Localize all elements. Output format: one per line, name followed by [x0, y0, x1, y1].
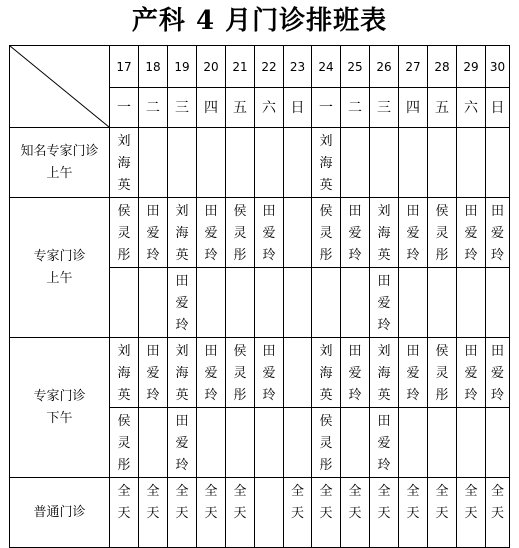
- schedule-cell-text: 田 爱 玲: [348, 204, 362, 263]
- schedule-cell: [428, 268, 457, 338]
- schedule-cell: [341, 198, 370, 268]
- weekday-cell: 二: [341, 88, 370, 128]
- schedule-cell-text: 田 爱 玲: [406, 204, 420, 263]
- schedule-cell-text: [226, 268, 254, 271]
- schedule-cell: [486, 408, 510, 478]
- schedule-cell-text: 刘 海 英: [377, 204, 391, 263]
- schedule-cell-text: [284, 268, 311, 271]
- schedule-cell-text: [428, 408, 456, 411]
- schedule-cell-text: [168, 128, 196, 131]
- schedule-cell: [226, 268, 255, 338]
- schedule-cell-text: 田 爱 玲: [262, 204, 276, 263]
- schedule-cell-text: 田 爱 玲: [204, 204, 218, 263]
- schedule-cell: [428, 128, 457, 198]
- schedule-cell-text: 全 天: [117, 484, 131, 521]
- schedule-cell-text: [428, 128, 456, 131]
- schedule-cell: [312, 128, 341, 198]
- date-cell: 20: [197, 46, 226, 88]
- row-label-text: 知名专家门诊 上午: [20, 143, 99, 181]
- schedule-cell: [255, 408, 284, 478]
- schedule-cell: [197, 268, 226, 338]
- schedule-cell: [341, 268, 370, 338]
- schedule-cell-text: 侯 灵 彤: [233, 344, 247, 403]
- schedule-cell-text: 田 爱 玲: [146, 344, 160, 403]
- table-row: [10, 478, 510, 548]
- schedule-cell: [284, 408, 312, 478]
- schedule-cell-text: [255, 478, 283, 481]
- schedule-cell-text: 侯 灵 彤: [435, 204, 449, 263]
- schedule-cell: [168, 338, 197, 408]
- schedule-table: [9, 45, 510, 548]
- schedule-cell-text: [226, 408, 254, 411]
- schedule-cell-text: [284, 408, 311, 411]
- schedule-cell: [110, 268, 139, 338]
- table-row: [10, 338, 510, 408]
- schedule-cell-text: 田 爱 玲: [490, 204, 504, 263]
- schedule-cell: [197, 408, 226, 478]
- schedule-cell: [226, 198, 255, 268]
- schedule-cell: [312, 408, 341, 478]
- schedule-cell-text: [486, 268, 509, 271]
- schedule-cell-text: [255, 408, 283, 411]
- schedule-cell-text: [197, 268, 225, 271]
- schedule-cell-text: [341, 408, 369, 411]
- schedule-cell-text: [457, 408, 485, 411]
- schedule-cell-text: 侯 灵 彤: [319, 204, 333, 263]
- schedule-cell: [255, 338, 284, 408]
- schedule-cell: [457, 338, 486, 408]
- schedule-cell-text: [226, 128, 254, 131]
- schedule-cell-text: 田 爱 玲: [348, 344, 362, 403]
- schedule-cell: [284, 478, 312, 548]
- schedule-cell: [399, 128, 428, 198]
- row-label: [10, 478, 110, 548]
- date-cell: 17: [110, 46, 139, 88]
- weekday-cell: 四: [197, 88, 226, 128]
- schedule-cell: [457, 198, 486, 268]
- schedule-cell: [139, 478, 168, 548]
- schedule-cell-text: [457, 268, 485, 271]
- schedule-cell-text: 田 爱 玲: [262, 344, 276, 403]
- schedule-cell: [399, 338, 428, 408]
- schedule-cell-text: 田 爱 玲: [175, 414, 189, 473]
- schedule-cell: [284, 338, 312, 408]
- schedule-cell-text: 田 爱 玲: [377, 414, 391, 473]
- schedule-cell-text: 全 天: [233, 484, 247, 521]
- schedule-cell-text: 全 天: [204, 484, 218, 521]
- date-cell: 30: [486, 46, 510, 88]
- weekday-cell: 六: [255, 88, 284, 128]
- schedule-cell: [168, 268, 197, 338]
- schedule-cell-text: 田 爱 玲: [464, 344, 478, 403]
- schedule-cell: [370, 478, 399, 548]
- table-row: [10, 128, 510, 198]
- schedule-cell-text: 田 爱 玲: [490, 344, 504, 403]
- schedule-cell-text: [428, 268, 456, 271]
- schedule-cell: [226, 338, 255, 408]
- schedule-cell: [312, 268, 341, 338]
- schedule-cell-text: [341, 268, 369, 271]
- schedule-cell-text: 田 爱 玲: [464, 204, 478, 263]
- schedule-cell: [341, 408, 370, 478]
- schedule-cell: [110, 198, 139, 268]
- schedule-cell-text: 侯 灵 彤: [117, 414, 131, 473]
- schedule-cell-text: [197, 408, 225, 411]
- date-cell: 28: [428, 46, 457, 88]
- schedule-cell: [486, 478, 510, 548]
- schedule-cell: [457, 128, 486, 198]
- schedule-cell: [284, 128, 312, 198]
- date-cell: 22: [255, 46, 284, 88]
- schedule-cell: [139, 128, 168, 198]
- date-cell: 24: [312, 46, 341, 88]
- schedule-cell: [341, 128, 370, 198]
- schedule-cell-text: 刘 海 英: [175, 204, 189, 263]
- schedule-cell: [197, 128, 226, 198]
- schedule-cell-text: 侯 灵 彤: [435, 344, 449, 403]
- schedule-cell-text: 全 天: [319, 484, 333, 521]
- row-label-text: 普通门诊: [33, 504, 86, 520]
- weekday-cell: 三: [168, 88, 197, 128]
- schedule-cell-text: 刘 海 英: [175, 344, 189, 403]
- schedule-cell-text: [284, 128, 311, 131]
- schedule-cell: [226, 478, 255, 548]
- header-corner: [10, 46, 110, 128]
- schedule-cell: [284, 198, 312, 268]
- schedule-cell: [255, 478, 284, 548]
- date-cell: 23: [284, 46, 312, 88]
- schedule-cell-text: [486, 128, 509, 131]
- schedule-cell: [110, 408, 139, 478]
- schedule-cell: [457, 478, 486, 548]
- schedule-cell-text: [399, 128, 427, 131]
- weekday-cell: 四: [399, 88, 428, 128]
- schedule-cell-text: [312, 268, 340, 271]
- schedule-cell: [168, 408, 197, 478]
- header-date-row: [10, 46, 510, 88]
- row-label: [10, 198, 110, 338]
- schedule-cell: [226, 128, 255, 198]
- schedule-cell: [457, 408, 486, 478]
- schedule-cell: [139, 268, 168, 338]
- schedule-cell: [428, 198, 457, 268]
- schedule-cell: [486, 198, 510, 268]
- weekday-cell: 六: [457, 88, 486, 128]
- schedule-cell: [428, 478, 457, 548]
- schedule-cell: [110, 338, 139, 408]
- schedule-cell-text: [197, 128, 225, 131]
- schedule-cell: [312, 478, 341, 548]
- schedule-cell: [486, 268, 510, 338]
- schedule-cell: [197, 338, 226, 408]
- schedule-cell-text: 侯 灵 彤: [233, 204, 247, 263]
- schedule-cell-text: 刘 海 英: [117, 134, 131, 193]
- schedule-cell-text: 田 爱 玲: [377, 274, 391, 333]
- schedule-cell: [428, 408, 457, 478]
- schedule-cell: [370, 198, 399, 268]
- row-label-text: 专家门诊 下午: [33, 388, 86, 426]
- schedule-cell: [255, 128, 284, 198]
- schedule-cell: [168, 128, 197, 198]
- schedule-cell-text: [341, 128, 369, 131]
- schedule-cell: [341, 338, 370, 408]
- schedule-cell-text: [284, 198, 311, 201]
- schedule-cell-text: [139, 408, 167, 411]
- schedule-cell: [197, 198, 226, 268]
- date-cell: 27: [399, 46, 428, 88]
- schedule-cell: [168, 478, 197, 548]
- weekday-cell: 二: [139, 88, 168, 128]
- weekday-cell: 三: [370, 88, 399, 128]
- date-cell: 19: [168, 46, 197, 88]
- schedule-cell-text: 刘 海 英: [117, 344, 131, 403]
- schedule-cell-text: 刘 海 英: [319, 134, 333, 193]
- schedule-cell-text: [284, 338, 311, 341]
- schedule-cell-text: [399, 408, 427, 411]
- schedule-cell-text: 田 爱 玲: [204, 344, 218, 403]
- weekday-cell: 日: [486, 88, 510, 128]
- date-cell: 29: [457, 46, 486, 88]
- schedule-cell-text: 全 天: [435, 484, 449, 521]
- schedule-cell-text: 侯 灵 彤: [117, 204, 131, 263]
- schedule-cell: [370, 128, 399, 198]
- schedule-cell-text: 刘 海 英: [319, 344, 333, 403]
- schedule-cell: [255, 198, 284, 268]
- schedule-cell-text: 全 天: [377, 484, 391, 521]
- schedule-cell: [226, 408, 255, 478]
- schedule-cell-text: 全 天: [406, 484, 420, 521]
- schedule-cell: [370, 408, 399, 478]
- row-label-text: 专家门诊 上午: [33, 248, 86, 286]
- date-cell: 21: [226, 46, 255, 88]
- schedule-cell-text: 田 爱 玲: [146, 204, 160, 263]
- weekday-cell: 五: [226, 88, 255, 128]
- schedule-cell: [399, 478, 428, 548]
- schedule-cell-text: 全 天: [175, 484, 189, 521]
- row-label: [10, 128, 110, 198]
- schedule-cell-text: 侯 灵 彤: [319, 414, 333, 473]
- schedule-cell: [110, 478, 139, 548]
- schedule-cell-text: [457, 128, 485, 131]
- schedule-cell: [428, 338, 457, 408]
- schedule-cell: [139, 338, 168, 408]
- date-cell: 18: [139, 46, 168, 88]
- schedule-cell: [399, 198, 428, 268]
- schedule-cell: [312, 338, 341, 408]
- schedule-cell-text: [139, 128, 167, 131]
- schedule-cell-text: 全 天: [290, 484, 304, 521]
- schedule-cell: [399, 408, 428, 478]
- weekday-cell: 一: [312, 88, 341, 128]
- schedule-cell-text: [370, 128, 398, 131]
- schedule-cell-text: 全 天: [464, 484, 478, 521]
- schedule-cell: [139, 198, 168, 268]
- schedule-cell: [370, 268, 399, 338]
- schedule-cell-text: 田 爱 玲: [406, 344, 420, 403]
- schedule-cell: [284, 268, 312, 338]
- row-label: [10, 338, 110, 478]
- weekday-cell: 五: [428, 88, 457, 128]
- schedule-cell: [139, 408, 168, 478]
- schedule-cell-text: 全 天: [146, 484, 160, 521]
- schedule-cell: [341, 478, 370, 548]
- schedule-cell-text: [110, 268, 138, 271]
- schedule-cell-text: [399, 268, 427, 271]
- schedule-cell: [486, 128, 510, 198]
- schedule-cell: [110, 128, 139, 198]
- date-cell: 25: [341, 46, 370, 88]
- schedule-cell: [457, 268, 486, 338]
- weekday-cell: 日: [284, 88, 312, 128]
- schedule-cell: [370, 338, 399, 408]
- schedule-cell-text: [139, 268, 167, 271]
- date-cell: 26: [370, 46, 399, 88]
- schedule-cell: [197, 478, 226, 548]
- schedule-cell: [312, 198, 341, 268]
- schedule-cell: [168, 198, 197, 268]
- schedule-cell-text: 全 天: [490, 484, 504, 521]
- weekday-cell: 一: [110, 88, 139, 128]
- schedule-cell-text: [255, 268, 283, 271]
- schedule-cell: [486, 338, 510, 408]
- schedule-cell-text: 刘 海 英: [377, 344, 391, 403]
- schedule-cell-text: [255, 128, 283, 131]
- schedule-cell-text: [486, 408, 509, 411]
- schedule-cell-text: 田 爱 玲: [175, 274, 189, 333]
- schedule-cell: [399, 268, 428, 338]
- corner-diagonal: [10, 46, 109, 127]
- schedule-cell-text: 全 天: [348, 484, 362, 521]
- page-title: 产科 4 月门诊排班表: [131, 6, 388, 36]
- schedule-cell: [255, 268, 284, 338]
- table-row: [10, 198, 510, 268]
